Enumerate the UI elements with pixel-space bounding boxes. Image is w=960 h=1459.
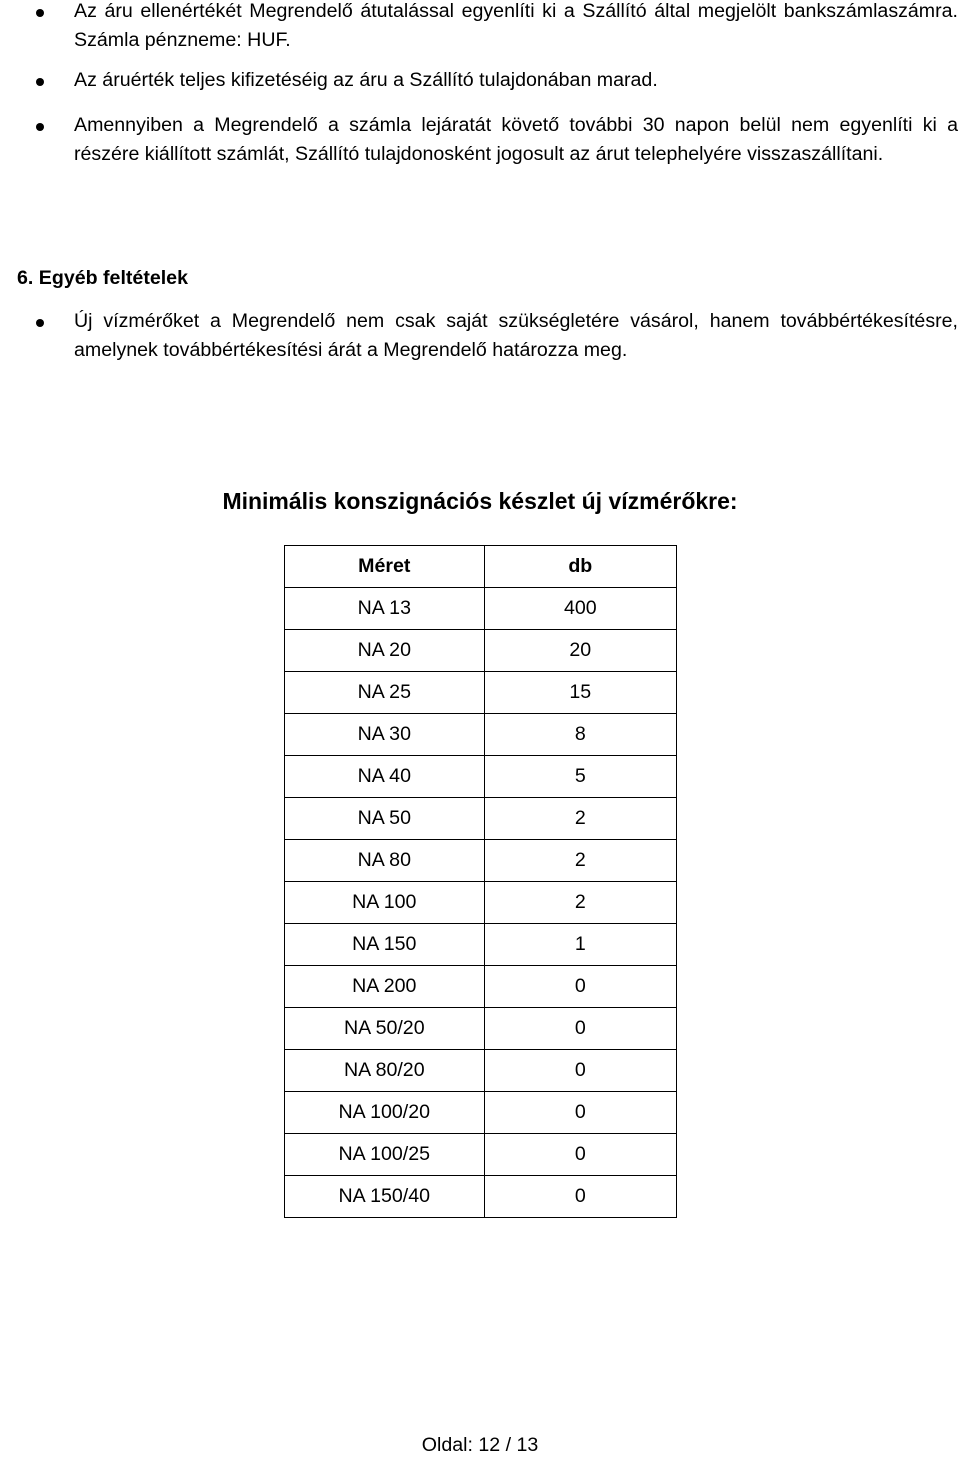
cell-size: NA 100 [285, 882, 485, 924]
cell-size: NA 100/25 [285, 1134, 485, 1176]
bullet-dot-icon [36, 123, 44, 131]
section6-bullet-1: Új vízmérőket a Megrendelő nem csak saját szükségletére vásárol, hanem továbbértékesítésre, amelynek továbbértékesítési árát a Megrendelő határozza meg. [74, 310, 958, 361]
table-header-row [285, 546, 677, 588]
table-row [285, 882, 677, 924]
cell-quantity: 15 [484, 672, 676, 714]
cell-quantity: 5 [484, 756, 676, 798]
cell-quantity: 0 [484, 966, 676, 1008]
table-row [285, 630, 677, 672]
header-quantity: db [484, 546, 676, 588]
cell-size: NA 25 [285, 672, 485, 714]
cell-size: NA 13 [285, 588, 485, 630]
cell-size: NA 80 [285, 840, 485, 882]
cell-size: NA 20 [285, 630, 485, 672]
cell-size: NA 80/20 [285, 1050, 485, 1092]
table-row [285, 1092, 677, 1134]
cell-quantity: 8 [484, 714, 676, 756]
payment-terms-bullet-2: Az áruérték teljes kifizetéséig az áru a Szállító tulajdonában marad. [74, 69, 658, 91]
cell-quantity: 0 [484, 1008, 676, 1050]
cell-size: NA 50 [285, 798, 485, 840]
header-size: Méret [285, 546, 485, 588]
table-row [285, 672, 677, 714]
table-row [285, 1008, 677, 1050]
cell-quantity: 0 [484, 1134, 676, 1176]
table-title: Minimális konszignációs készlet új vízmérőkre: [222, 488, 738, 514]
table-row [285, 798, 677, 840]
cell-quantity: 0 [484, 1050, 676, 1092]
cell-size: NA 50/20 [285, 1008, 485, 1050]
cell-size: NA 30 [285, 714, 485, 756]
table-row [285, 840, 677, 882]
cell-quantity: 400 [484, 588, 676, 630]
bullet-dot-icon [36, 9, 44, 17]
page-number: Oldal: 12 / 13 [421, 1434, 539, 1456]
cell-size: NA 100/20 [285, 1092, 485, 1134]
cell-quantity: 1 [484, 924, 676, 966]
cell-size: NA 200 [285, 966, 485, 1008]
cell-size: NA 150 [285, 924, 485, 966]
cell-quantity: 20 [484, 630, 676, 672]
cell-size: NA 150/40 [285, 1176, 485, 1218]
bullet-dot-icon [36, 78, 44, 86]
table-row [285, 924, 677, 966]
payment-terms-bullet-1: Az áru ellenértékét Megrendelő átutalással egyenlíti ki a Szállító által megjelölt bankszámlaszámra. Számla pénzneme: HUF. [74, 0, 958, 51]
cell-quantity: 2 [484, 840, 676, 882]
table-row [285, 588, 677, 630]
bullet-dot-icon [36, 319, 44, 327]
cell-quantity: 0 [484, 1092, 676, 1134]
table-row [285, 1050, 677, 1092]
table-row [285, 714, 677, 756]
payment-terms-bullet-3: Amennyiben a Megrendelő a számla lejáratát követő további 30 napon belül nem egyenlíti ki a részére kiállított számlát, Szállító tulajdonosként jogosult az árut telephelyére visszaszállítani. [74, 114, 958, 165]
section-heading: 6. Egyéb feltételek [17, 267, 188, 289]
cell-quantity: 2 [484, 798, 676, 840]
table-row [285, 756, 677, 798]
cell-size: NA 40 [285, 756, 485, 798]
consignment-stock-table [284, 545, 677, 1218]
table-row [285, 1134, 677, 1176]
cell-quantity: 2 [484, 882, 676, 924]
table-row [285, 966, 677, 1008]
cell-quantity: 0 [484, 1176, 676, 1218]
table-row [285, 1176, 677, 1218]
